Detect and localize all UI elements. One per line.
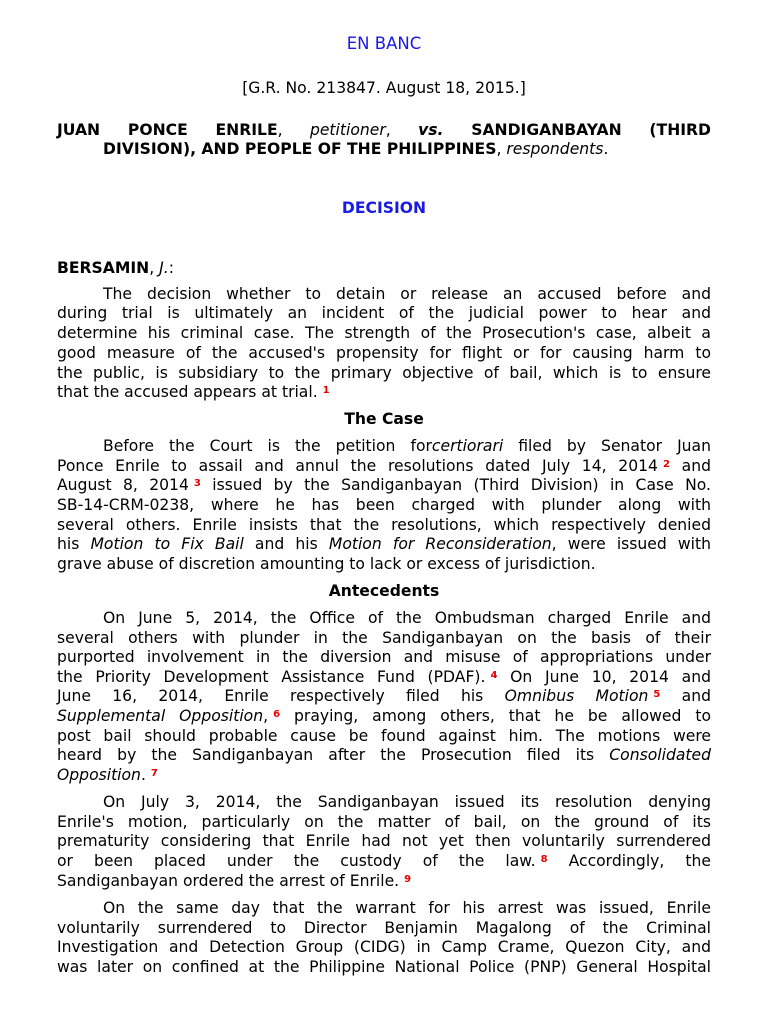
footnote-8-link[interactable]: 8 <box>540 854 548 865</box>
respondent-name-part-2: DIVISION), AND PEOPLE OF THE PHILIPPINES <box>103 140 497 158</box>
case-title-line-2 <box>103 140 608 158</box>
paragraph-2-line: several others. Enrile insists that the resolutions, which respectively denied <box>57 516 711 534</box>
text: . <box>140 766 146 784</box>
text: and <box>660 687 712 705</box>
decision-heading <box>57 199 711 217</box>
paragraph-1-line: during trial is ultimately an incident of the judicial power to hear and <box>57 304 711 322</box>
paragraph-3-line <box>57 746 711 764</box>
text: heard by the Sandiganbayan after the Prosecution filed its <box>57 746 610 764</box>
paragraph-4-line <box>57 872 411 890</box>
italic-term: Consolidated <box>609 746 711 764</box>
text: issued by the Sandiganbayan (Third Division) in Case No. <box>200 476 711 494</box>
text: Before the Court is the petition for <box>103 437 432 455</box>
footnote-1-link[interactable]: 1 <box>322 385 330 396</box>
footnote-9-link[interactable]: 9 <box>404 874 412 885</box>
footnote-4-link[interactable]: 4 <box>490 670 498 681</box>
decision-label: DECISION <box>341 199 427 217</box>
paragraph-5-line: voluntarily surrendered to Director Benjamin Magalong of the Criminal <box>57 919 711 937</box>
petitioner-role: petitioner <box>309 121 386 139</box>
respondent-name-part-1: SANDIGANBAYAN (THIRD <box>443 121 711 139</box>
petitioner-name: JUAN PONCE ENRILE <box>57 121 278 139</box>
paragraph-3-line: On June 5, 2014, the Office of the Ombudsman charged Enrile and <box>103 609 711 627</box>
case-number: [G.R. No. 213847. August 18, 2015.] <box>242 79 526 97</box>
separator: , <box>496 140 507 158</box>
court-division-heading: EN BANC <box>346 34 422 53</box>
heading-text: The Case <box>344 410 424 428</box>
section-heading-antecedents <box>57 582 711 600</box>
section-heading-the-case <box>57 410 711 428</box>
paragraph-4-line: prematurity considering that Enrile had not yet then voluntarily surrendered <box>57 832 711 850</box>
italic-term: Supplemental Opposition <box>57 707 264 725</box>
italic-term: certiorari <box>431 437 504 455</box>
paragraph-1-line: determine his criminal case. The strength of the Prosecution's case, albeit a <box>57 324 711 342</box>
text: August 8, 2014 <box>57 476 189 494</box>
paragraph-2-line: grave abuse of discretion amounting to lack or excess of jurisdiction. <box>57 555 596 573</box>
heading-text: Antecedents <box>328 582 440 600</box>
paragraph-4-line <box>57 852 711 870</box>
text: and <box>669 457 712 475</box>
text: the Priority Development Assistance Fund (PDAF). <box>57 668 486 686</box>
paragraph-1-line: good measure of the accused's propensity for flight or for causing harm to <box>57 344 711 362</box>
period: . <box>603 140 609 158</box>
separator: , <box>277 121 310 139</box>
separator: , <box>385 121 419 139</box>
paragraph-5-line: On the same day that the warrant for his arrest was issued, Enrile <box>103 899 711 917</box>
paragraph-1-line: the public, is subsidiary to the primary objective of bail, which is to ensure <box>57 364 711 382</box>
footnote-2-link[interactable]: 2 <box>662 459 670 470</box>
footnote-3-link[interactable]: 3 <box>193 478 201 489</box>
respondent-role: respondents <box>506 140 604 158</box>
paragraph-3-line: post bail should probable cause be found against him. The motions were <box>57 727 711 745</box>
text: and his <box>243 535 329 553</box>
text: Sandiganbayan ordered the arrest of Enrile. <box>57 872 400 890</box>
colon: : <box>168 259 174 277</box>
footnote-7-link[interactable]: 7 <box>150 768 158 779</box>
case-title-line-1 <box>57 121 711 139</box>
italic-term: Motion for Reconsideration <box>328 535 552 553</box>
paragraph-3-line <box>57 687 711 705</box>
paragraph-2-line <box>57 457 711 475</box>
footnote-6-link[interactable]: 6 <box>273 709 281 720</box>
text: his <box>57 535 91 553</box>
text: praying, among others, that he be allowed to <box>280 707 711 725</box>
ponente-title: J. <box>159 259 169 277</box>
text: , were issued with <box>551 535 711 553</box>
paragraph-2-line <box>57 535 711 553</box>
italic-term: Opposition <box>57 766 141 784</box>
text: or been placed under the custody of the law. <box>57 852 536 870</box>
paragraph-3-line <box>57 707 711 725</box>
paragraph-3-line: several others with plunder in the Sandiganbayan on the basis of their <box>57 629 711 647</box>
paragraph-5-line: Investigation and Detection Group (CIDG) in Camp Crame, Quezon City, and <box>57 938 711 956</box>
paragraph-5-line: was later on confined at the Philippine National Police (PNP) General Hospital <box>57 958 711 976</box>
paragraph-1-line <box>57 383 330 401</box>
ponente-name: BERSAMIN <box>57 259 150 277</box>
ponente <box>57 259 174 277</box>
text: Ponce Enrile to assail and annul the resolutions dated July 14, 2014 <box>57 457 658 475</box>
paragraph-3-line: purported involvement in the diversion and misuse of appropriations under <box>57 648 711 666</box>
paragraph-2-line <box>57 476 711 494</box>
footnote-5-link[interactable]: 5 <box>653 689 661 700</box>
text: June 16, 2014, Enrile respectively filed his <box>57 687 505 705</box>
separator: , <box>149 259 160 277</box>
italic-term: Motion to Fix Bail <box>90 535 244 553</box>
text: that the accused appears at trial. <box>57 383 318 401</box>
versus: vs. <box>418 121 444 139</box>
paragraph-2-line: SB-14-CRM-0238, where he has been charged with plunder along with <box>57 496 711 514</box>
paragraph-4-line: Enrile's motion, particularly on the matter of bail, on the ground of its <box>57 813 711 831</box>
paragraph-3-line <box>57 766 158 784</box>
paragraph-3-line <box>57 668 711 686</box>
text: , <box>263 707 269 725</box>
text: filed by Senator Juan <box>503 437 711 455</box>
paragraph-2-line <box>103 437 711 455</box>
text: Accordingly, the <box>547 852 711 870</box>
italic-term: Omnibus Motion <box>504 687 649 705</box>
paragraph-1-line: The decision whether to detain or release an accused before and <box>103 285 711 303</box>
text: On June 10, 2014 and <box>497 668 711 686</box>
paragraph-4-line: On July 3, 2014, the Sandiganbayan issued its resolution denying <box>103 793 711 811</box>
